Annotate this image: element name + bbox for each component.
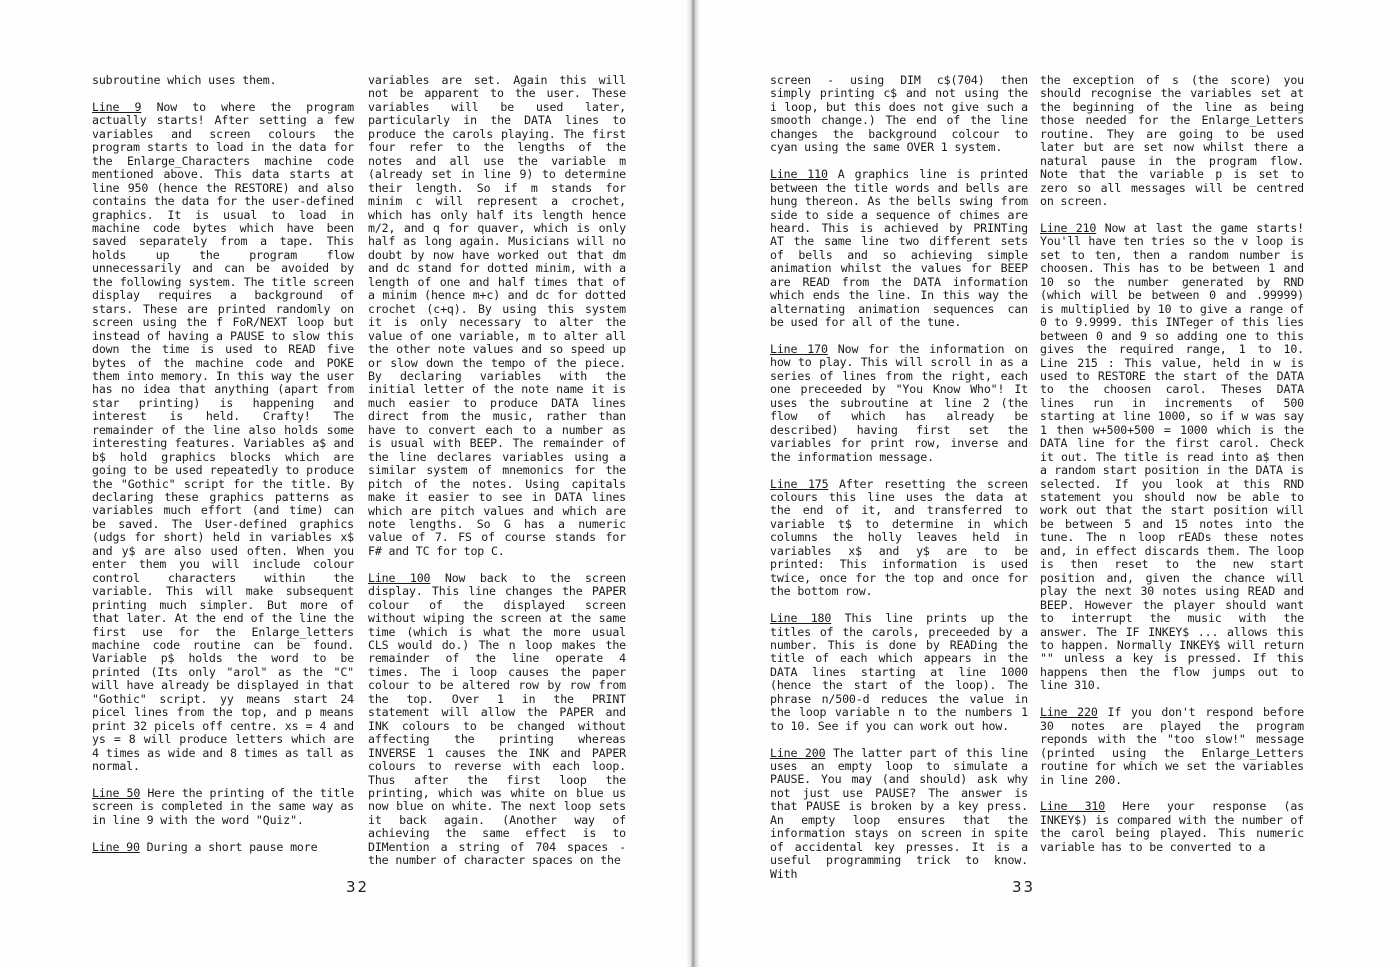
paragraph [1040,706,1304,787]
paragraph-text: During a short pause more [139,839,318,854]
line-heading: Line 310 [1040,799,1106,814]
line-heading: Line 180 [770,611,832,626]
paragraph-text: Here the printing of the title screen is completed in the same way as in line 9 with the word "Quiz". [92,785,355,827]
paragraph [1040,222,1304,693]
paragraph-text: variables are set. Again this will not be apparent to the user. These variables will be used later, particularly in the DATA lines to produce the carols playing. The first four refer to the lengths of the notes and all use the variable m (already set in line 9) to determine their length. So if m stands for minim c will represent a crochet, which has only half its length hence m/2, and q for quaver, which is only half as long again. Musicians will no doubt by now have worked out that dm and dc stand for dotted minim, with a length of one and half times that of a minim (hence m+c) and dc for dotted crochet (c+q). By using this system it is only necessary to alter the value of one variable, m to alter all the other note values and so speed up or slow down the tempo of the piece. By declaring variables with the initial letter of the note name it is much easier to produce DATA lines direct from the music, rather than have to convert each to a number as is usual with BEEP. The remainder of the line declares variables using a similar system of mnemonics for the pitch of the notes. Using capitals make it easier to see in DATA lines which are pitch values and which are note lengths. So G has a numeric value of 7. FS of course stands for F# and TC for top C. [368,73,626,558]
paragraph-text: The latter part of this line uses an empty loop to simulate a PAUSE. You may (and should) ask why not just use PAUSE? The answer is that PAUSE is broken by a key press. An empty loop ensures that the information stays on screen in spite of accidental key presses. It is a useful programming trick to know. With [770,745,1029,881]
paragraph [92,841,354,854]
paragraph [770,612,1028,733]
book-gutter [686,0,700,967]
right-page-number: 33 [1012,878,1036,896]
line-heading: Line 210 [1040,220,1097,235]
paragraph [92,74,354,87]
line-heading: Line 90 [92,839,140,854]
left-page [0,0,690,967]
paragraph [770,747,1028,882]
line-heading: Line 100 [368,570,431,585]
line-heading: Line 50 [92,785,141,800]
left-page-column-1 [92,74,354,864]
paragraph-text: screen - using DIM c$(704) then simply printing c$ and not using the i loop, but this does not give such a smooth change.) The end of the line changes the background colcour to cyan using the same OVER 1 system. [770,73,1028,155]
paragraph-text: This line prints up the titles of the carols, preceeded by a number. This is done by READing the title of each which appears in the DATA lines starting at line 1000 (hence the start of the loop). The phrase n/500-d reduces the value in the loop variable n to the numbers 1 to 10. See if you can work out how. [770,611,1029,733]
paragraph [368,572,626,868]
paragraph-text: After resetting the screen colours this line uses the data at the end of it, and transferred to variable t$ to determine in which columns the holly leaves held in variables x$ and y$ are to be printed: This information is used twice, once for the top and once for the bottom row. [770,476,1028,599]
paragraph-text: Now at last the game starts! You'll have ten tries so the v loop is set to ten, then a random number is choosen. This has to be between 1 and 10 so the number generated by RND (which will be between 0 and .99999) is multiplied by 10 to give a range of 0 to 9.9999. this INTeger of this lies between 0 and 9 so adding one to this gives the required range, 1 to 10. Line 215 : This value, held in w is used to RESTORE the start of the DATA to the choosen carol. Theses DATA lines run in increments of 500 starting at line 1000, so if w was say 1 then w+500+500 = 1000 which is the DATA line for the first carol. Check it out. The title is read into a$ then a random start position in the DATA is selected. If you look at this RND statement you should now be able to work out that the start position will be between 5 and 15 notes into the tune. The n loop rEADs these notes and, in effect discards them. The loop is then reset to the new start position and, given the chance will play the next 30 notes using READ and BEEP. However the player should want to interrupt the music with the answer. The IF INKEY$ ... allows this to happen. Normally INKEY$ will return "" unless a key is pressed. If this happens then the flow jumps out to line 310. [1040,220,1305,693]
line-heading: Line 170 [770,342,828,357]
paragraph [92,101,354,774]
line-heading: Line 200 [770,745,826,760]
paragraph-text: Now to where the program actually starts! After setting a few variables and screen colours the program starts to load in the data for the Enlarge_Characters machine code mentioned above. This data starts at line 950 (hence the RESTORE) and also contains the data for the user-defined graphics. It is usual to load in machine code bytes which have been saved separately from a tape. This holds up the program flow unnecessarily and can be avoided by the following system. The title screen display requires a background of stars. These are printed randomly on screen using the f FoR/NEXT loop but instead of having a PAUSE to slow this down the time is used to READ five bytes of the machine code and POKE them into memory. In this way the user has no idea that anything (apart from star printing) is happening and interest is held. Crafty! The remainder of the line also holds some interesting features. Variables a$ and b$ hold graphics blocks which are going to be used repeatedly to produce the "Gothic" script for the title. By declaring these graphics patterns as variables much effort (and time) can be saved. The User-defined graphics (udgs for short) held in variables x$ and y$ are also used often. When you enter them you will include colour control characters within the variable. This will make subsequent printing much simpler. But more of that later. At the end of the line the first use for the Enlarge_letters machine code routine can be found. Variable p$ holds the word to be printed (Its only "arol" as the "C" will have already be displayed in that "Gothic" script. yy means start 24 picel lines from the top, and p means print 32 picels off centre. xs = 4 and ys = 8 will produce letters which are 4 times as wide and 8 times as tall as normal. [92,99,354,774]
paragraph [770,343,1028,464]
right-page-column-1 [770,73,1029,881]
paragraph [770,478,1028,599]
paragraph [770,168,1028,329]
paragraph-text: A graphics line is printed between the title words and bells are hung thereon. As the bells swing from side to side a sequence of chimes are heard. This is achieved by PRINTing AT the same line two different sets of bells and so achieving simple animation whilst the values for BEEP are READ from the DATA information which ends the line. In this way the alternating animation sequences can be used for all of the tune. [770,167,1028,330]
line-heading: Line 175 [770,476,829,491]
paragraph [1040,800,1304,854]
line-heading: Line 110 [770,167,828,182]
paragraph [92,787,354,827]
right-page-column-2 [1040,74,1304,864]
paragraph [770,74,1028,155]
paragraph-text: If you don't respond before 30 notes are played the program reponds with the "too slow!" message (printed using the Enlarge_Letters routine for which we set the variables in line 200. [1040,705,1305,787]
left-page-column-2 [368,73,627,868]
line-heading: Line 9 [92,99,142,114]
line-heading: Line 220 [1040,705,1098,720]
left-page-number: 32 [346,878,370,896]
right-page [700,0,1395,967]
paragraph [368,74,626,558]
paragraph-text: Here your response (as INKEY$) is compared with the number of the carol being played. This numeric variable has to be converted to a [1040,799,1304,854]
paragraph-text: Now back to the screen display. This line changes the PAPER colour of the displayed screen without wiping the screen at the same time (which is what the more usual CLS would do.) The n loop makes the remainder of the line operate 4 times. The i loop causes the paper colour to be altered row by row from the top. Over 1 in the PRINT statement will allow the PAPER and INK colours to be changed without affecting the printing whereas INVERSE 1 causes the INK and PAPER colours to reverse with each loop. Thus after the first loop the printing, which was white on blue us now blue on white. The next loop sets it back again. (Another way of achieving the same effect is to DIMention a string of 704 spaces - the number of character spaces on the [368,570,627,868]
paragraph-text: the exception of s (the score) you should recognise the variables set at the beginning of the line as being those needed for the Enlarge_Letters routine. They are going to be used later but are set now whilst there a natural pause in the program flow. Note that the variable p is set to zero so all messages will be centred on screen. [1040,73,1304,209]
paragraph [1040,74,1304,209]
paragraph-text: Now for the information on how to play. This will scroll in as a series of lines from the right, each one preceeded by "You Know Who"! It uses the subroutine at line 2 (the flow of which has already be described) having first set the variables for print row, inverse and the information message. [770,342,1028,464]
paragraph-text: subroutine which uses them. [92,73,277,87]
